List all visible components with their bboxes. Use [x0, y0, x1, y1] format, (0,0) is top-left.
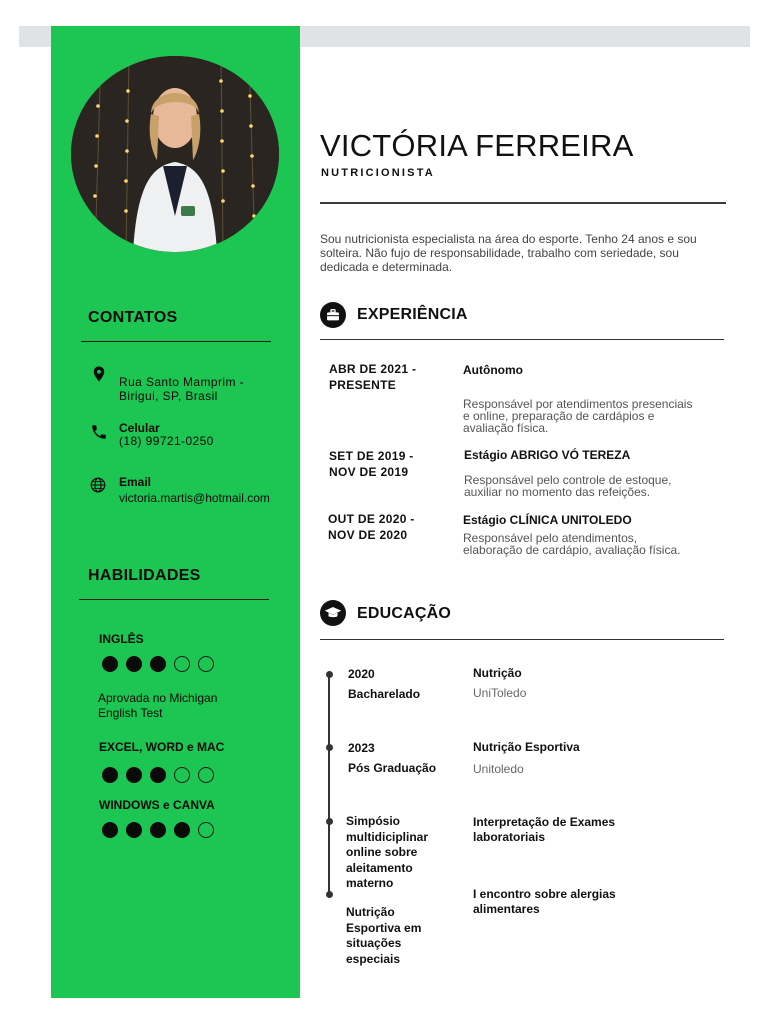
contact-email-label: Email [119, 475, 152, 489]
education-timeline [328, 673, 330, 895]
location-pin-icon [90, 365, 108, 383]
education-year: 2023 [348, 741, 375, 755]
contacts-heading: CONTATOS [88, 309, 178, 326]
experience-desc: Responsável por atendimentos presenciais e online, preparação de cardápios e avaliação física. [463, 397, 693, 435]
rating-dot [174, 656, 190, 672]
rating-dot [126, 656, 142, 672]
rating-dot [198, 767, 214, 783]
contact-email[interactable]: victoria.martis@hotmail.com [119, 491, 270, 505]
contact-address: Rua Santo Mamprim -Birigui, SP, Brasil [119, 375, 244, 403]
education-course: Nutrição Esportiva em situações especiais [346, 905, 422, 966]
rating-dot [102, 822, 118, 838]
skill-name: INGLÊS [99, 632, 144, 646]
profile-name: VICTÓRIA FERREIRA [320, 128, 634, 163]
skill-name: EXCEL, WORD e MAC [99, 740, 225, 754]
rating-dot [126, 767, 142, 783]
timeline-dot [326, 744, 333, 751]
contacts-divider [81, 341, 271, 342]
skill-rating [102, 656, 214, 672]
education-course: Interpretação de Exames laboratoriais [473, 815, 616, 844]
education-course: I encontro sobre alergias alimentares [473, 887, 616, 916]
education-course: Simpósio multidiciplinar online sobre aleitamento materno [346, 814, 429, 890]
rating-dot [150, 656, 166, 672]
education-divider [320, 639, 724, 640]
skills-heading: HABILIDADES [88, 567, 201, 584]
contact-phone: (18) 99721-0250 [119, 434, 214, 448]
timeline-dot [326, 671, 333, 678]
rating-dot [174, 822, 190, 838]
rating-dot [174, 767, 190, 783]
phone-icon [90, 423, 108, 441]
experience-date: ABR DE 2021 - PRESENTE [329, 362, 417, 392]
header-divider [320, 202, 726, 204]
experience-desc: Responsável pelo controle de estoque, auxiliar no momento das refeições. [464, 473, 672, 499]
skill-rating [102, 822, 214, 838]
experience-title: Estágio CLÍNICA UNITOLEDO [463, 513, 632, 527]
rating-dot [150, 822, 166, 838]
rating-dot [198, 822, 214, 838]
education-level: Bacharelado [348, 687, 421, 701]
education-year: 2020 [348, 667, 375, 681]
skills-divider [79, 599, 269, 600]
timeline-dot [326, 891, 333, 898]
experience-title: Autônomo [463, 363, 523, 377]
experience-date: OUT DE 2020 - NOV DE 2020 [328, 512, 415, 542]
experience-divider [320, 339, 724, 340]
rating-dot [102, 767, 118, 783]
profile-photo [71, 56, 279, 252]
profile-role: NUTRICIONISTA [321, 167, 435, 179]
rating-dot [126, 822, 142, 838]
rating-dot [102, 656, 118, 672]
graduation-cap-icon [320, 600, 346, 626]
education-heading: EDUCAÇÃO [357, 605, 452, 622]
experience-date: SET DE 2019 - NOV DE 2019 [329, 449, 414, 479]
education-course: Nutrição Esportiva [473, 740, 580, 754]
profile-summary: Sou nutricionista especialista na área do esporte. Tenho 24 anos e sou solteira. Não fujo de responsabilidade, trabalho com seriedade, sou dedicada e determinada. [320, 232, 697, 274]
skill-note: Aprovada no Michigan English Test [98, 691, 218, 720]
globe-icon [89, 476, 107, 494]
rating-dot [198, 656, 214, 672]
education-school: Unitoledo [473, 762, 524, 776]
experience-desc: Responsável pelo atendimentos, elaboração de cardápio, avaliação física. [463, 531, 681, 557]
experience-title: Estágio ABRIGO VÓ TEREZA [464, 448, 631, 462]
education-school: UniToledo [473, 686, 527, 700]
skill-rating [102, 767, 214, 783]
experience-heading: EXPERIÊNCIA [357, 306, 468, 323]
briefcase-icon [320, 302, 346, 328]
rating-dot [150, 767, 166, 783]
education-course: Nutrição [473, 666, 522, 680]
skill-name: WINDOWS e CANVA [99, 798, 215, 812]
contact-phone-label: Celular [119, 421, 160, 435]
timeline-dot [326, 818, 333, 825]
education-level: Pós Graduação [348, 761, 437, 775]
